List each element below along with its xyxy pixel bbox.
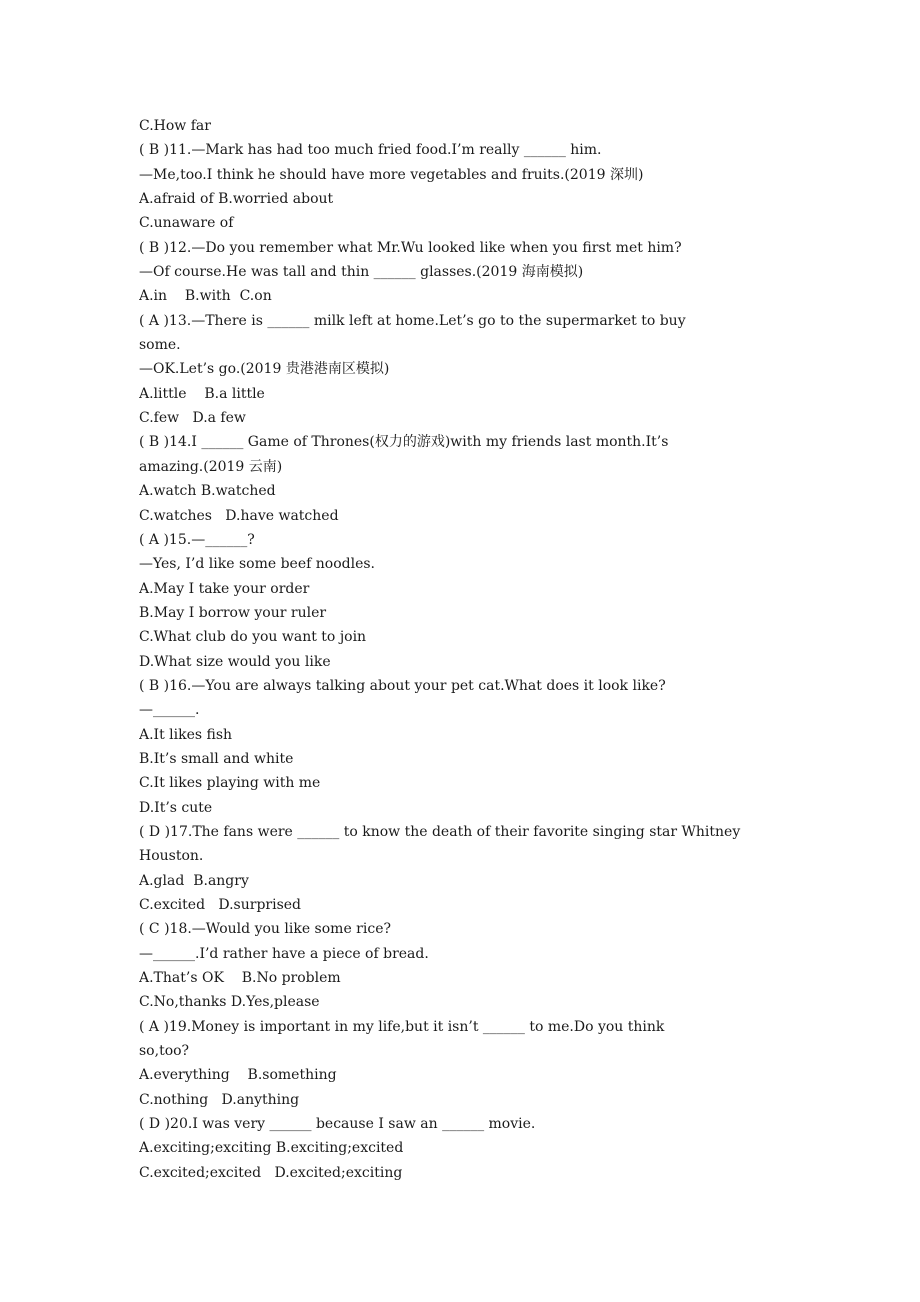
options-line: A.glad B.angry xyxy=(139,872,249,889)
text-line: —Me,too.I think he should have more vegetables and fruits.(2019 深圳) xyxy=(139,166,644,183)
text-line: Houston. xyxy=(139,848,204,865)
text-line: so,too? xyxy=(139,1043,190,1060)
options-line: D.It’s cute xyxy=(139,799,213,816)
text-line: some. xyxy=(139,337,181,354)
options-line: C.It likes playing with me xyxy=(139,775,321,792)
question-19: ( A )19.Money is important in my life,but it isn’t ______ to me.Do you think xyxy=(139,1018,665,1035)
options-line: C.nothing D.anything xyxy=(139,1091,300,1108)
options-line: A.in B.with C.on xyxy=(139,288,272,305)
question-11: ( B )11.—Mark has had too much fried food.I’m really ______ him. xyxy=(139,142,602,159)
options-line: A.watch B.watched xyxy=(139,483,276,500)
question-16: ( B )16.—You are always talking about your pet cat.What does it look like? xyxy=(139,677,666,694)
options-line: A.little B.a little xyxy=(139,385,265,402)
question-12: ( B )12.—Do you remember what Mr.Wu looked like when you first met him? xyxy=(139,239,682,256)
options-line: C.What club do you want to join xyxy=(139,629,367,646)
text-line: amazing.(2019 云南) xyxy=(139,458,283,475)
options-line: B.May I borrow your ruler xyxy=(139,604,327,621)
options-line: C.No,thanks D.Yes,please xyxy=(139,994,320,1011)
options-line: A.everything B.something xyxy=(139,1067,337,1084)
question-14: ( B )14.I ______ Game of Thrones(权力的游戏)with my friends last month.It’s xyxy=(139,434,669,451)
options-line: C.excited D.surprised xyxy=(139,897,302,913)
text-line: —Yes, I’d like some beef noodles. xyxy=(139,556,375,573)
question-15: ( A )15.—______? xyxy=(139,531,255,548)
options-line: A.It likes fish xyxy=(139,726,233,743)
options-line: A.May I take your order xyxy=(139,580,310,597)
options-line: C.few D.a few xyxy=(139,410,246,427)
text-line: C.How far xyxy=(139,118,211,134)
options-line: A.exciting;exciting B.exciting;excited xyxy=(139,1140,404,1157)
options-line: B.It’s small and white xyxy=(139,750,294,767)
text-line: —OK.Let’s go.(2019 贵港港南区模拟) xyxy=(139,361,390,378)
options-line: A.That’s OK B.No problem xyxy=(139,970,341,987)
text-line: —Of course.He was tall and thin ______ glasses.(2019 海南模拟) xyxy=(139,264,584,281)
worksheet-page xyxy=(139,114,799,1185)
question-13: ( A )13.—There is ______ milk left at home.Let’s go to the supermarket to buy xyxy=(139,312,686,329)
text-line: —______.I’d rather have a piece of bread. xyxy=(139,945,429,962)
question-18: ( C )18.—Would you like some rice? xyxy=(139,921,391,938)
text-line: —______. xyxy=(139,702,200,719)
options-line: D.What size would you like xyxy=(139,653,331,670)
options-line: C.excited;excited D.excited;exciting xyxy=(139,1164,403,1181)
options-line: C.watches D.have watched xyxy=(139,507,339,524)
question-20: ( D )20.I was very ______ because I saw an ______ movie. xyxy=(139,1116,536,1133)
options-line: A.afraid of B.worried about xyxy=(139,191,334,208)
options-line: C.unaware of xyxy=(139,215,234,232)
question-17: ( D )17.The fans were ______ to know the death of their favorite singing star Whitney xyxy=(139,823,741,840)
